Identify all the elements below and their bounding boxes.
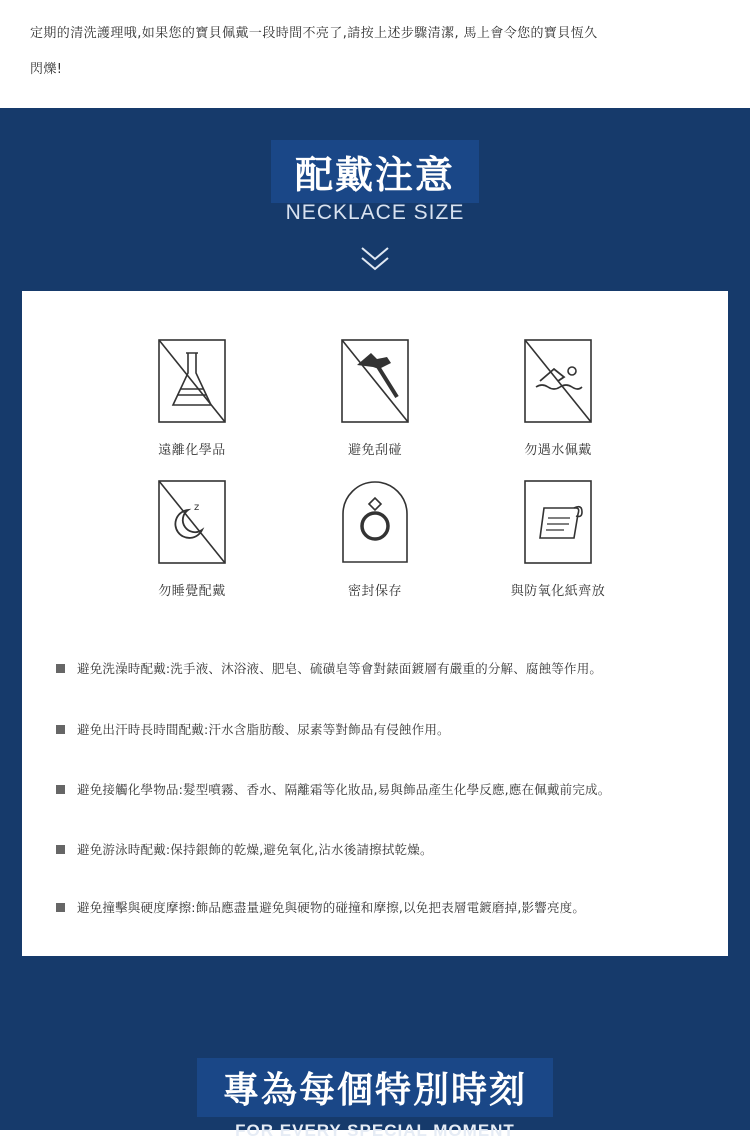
- icon-item-hammer: [300, 339, 450, 458]
- double-chevron-down-icon: [359, 244, 391, 274]
- icon-label: 避免刮碰: [347, 443, 402, 458]
- icon-item-sleeping: [117, 480, 267, 599]
- rule-item: [56, 780, 706, 798]
- icon-item-chemicals: [117, 339, 267, 458]
- anti-oxidation-paper-icon: [524, 480, 592, 564]
- intro-section: [0, 0, 750, 108]
- ring-case-icon: [341, 480, 409, 564]
- rule-text: 避免游泳時配戴:保持銀飾的乾燥,避免氧化,沾水後請擦拭乾燥。: [77, 842, 433, 857]
- icon-label: 與防氧化紙齊放: [510, 584, 606, 599]
- bullet-square: [56, 903, 65, 912]
- no-hammer-icon: [341, 339, 409, 423]
- footer-subtitle: [0, 1120, 750, 1140]
- rule-item: [56, 720, 706, 738]
- no-chemicals-icon: [158, 339, 226, 423]
- intro-line-1: 定期的清洗護理哦,如果您的寶貝佩戴一段時間不亮了,請按上述步驟清潔, 馬上會令您的寶貝恆久: [30, 26, 598, 41]
- no-swimming-icon: [524, 339, 592, 423]
- rule-text: 避免撞擊與硬度摩擦:飾品應盡量避免與硬物的碰撞和摩擦,以免把表層電鍍磨掉,影響亮度。: [77, 900, 586, 915]
- footer-title: [0, 1058, 750, 1117]
- section-title-text: 配戴注意: [271, 140, 479, 203]
- icon-item-water: [483, 339, 633, 458]
- icon-label: 密封保存: [347, 584, 402, 599]
- rule-text: 避免出汗時長時間配戴:汗水含脂肪酸、尿素等對飾品有侵蝕作用。: [77, 722, 450, 737]
- icon-label: 勿遇水佩戴: [524, 443, 592, 458]
- section-title: [0, 140, 750, 203]
- footer-title-text: 專為每個特別時刻: [197, 1058, 553, 1117]
- bullet-square: [56, 725, 65, 734]
- rule-text: 避免洗澡時配戴:洗手液、沐浴液、肥皂、硫磺皂等會對錶面鍍層有嚴重的分解、腐蝕等作用。: [77, 661, 603, 676]
- svg-text:z: z: [194, 502, 200, 513]
- no-sleeping-icon: [158, 480, 226, 564]
- bullet-square: [56, 845, 65, 854]
- intro-line-2: 閃爍!: [30, 62, 63, 77]
- footer-subtitle-text: FOR EVERY SPECIAL MOMENT: [235, 1121, 515, 1140]
- icon-label: 勿睡覺配戴: [158, 584, 226, 599]
- bullet-square: [56, 785, 65, 794]
- icon-item-case: [300, 480, 450, 599]
- rule-text: 避免接觸化學物品:髮型噴霧、香水、隔離霜等化妝品,易與飾品產生化學反應,應在佩戴前完成。: [77, 782, 611, 797]
- care-card: [22, 291, 728, 956]
- rule-item: [56, 840, 706, 858]
- rule-item: [56, 659, 706, 677]
- icon-label: 遠離化學品: [158, 443, 226, 458]
- icon-item-paper: [483, 480, 633, 599]
- rule-item: [56, 898, 706, 916]
- bullet-square: [56, 664, 65, 673]
- section-subtitle: NECKLACE SIZE: [285, 201, 465, 224]
